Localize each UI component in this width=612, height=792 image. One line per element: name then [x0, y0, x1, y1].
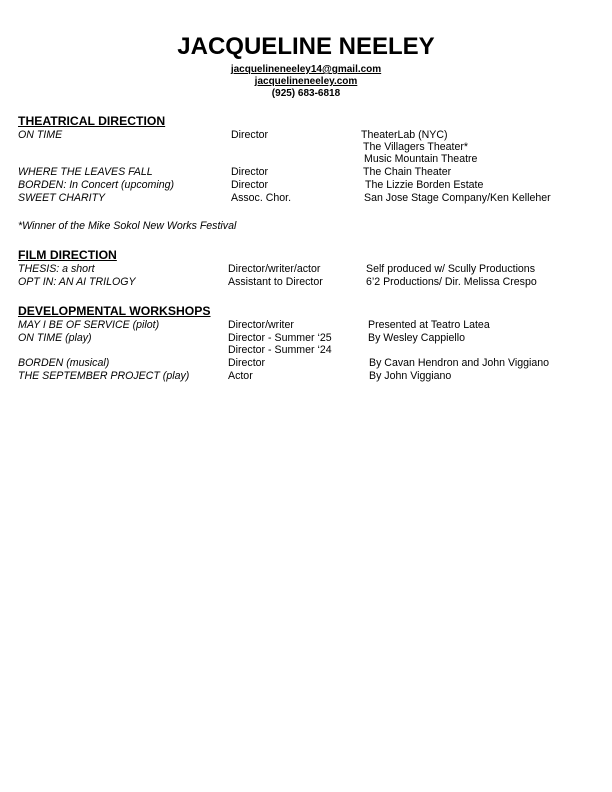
credit-venue: Music Mountain Theatre: [364, 153, 478, 165]
resume-name: JACQUELINE NEELEY: [177, 33, 435, 60]
credit-role: Director - Summer ‘25: [228, 332, 332, 344]
credit-role: Director/writer/actor: [228, 263, 321, 275]
credit-venue: The Lizzie Borden Estate: [365, 179, 484, 191]
credit-role: Director - Summer ‘24: [228, 344, 332, 356]
credit-title: WHERE THE LEAVES FALL: [18, 166, 153, 178]
credit-venue: TheaterLab (NYC): [361, 129, 448, 141]
credit-title: THESIS: a short: [18, 263, 95, 275]
credit-title: BORDEN: In Concert (upcoming): [18, 179, 175, 191]
credit-role: Director: [231, 179, 269, 191]
footnote: *Winner of the Mike Sokol New Works Festival: [18, 220, 237, 232]
credit-role: Director: [228, 357, 266, 369]
credit-venue: By Cavan Hendron and John Viggiano: [369, 357, 550, 369]
credit-role: Assoc. Chor.: [231, 192, 292, 204]
credit-title: BORDEN (musical): [18, 357, 110, 369]
credit-venue: The Chain Theater: [363, 166, 452, 178]
credit-title: ON TIME (play): [18, 332, 92, 344]
section-heading-film-direction: FILM DIRECTION: [18, 248, 117, 262]
credit-venue: By Wesley Cappiello: [368, 332, 465, 344]
credit-role: Actor: [228, 370, 253, 382]
section-heading-theatrical-direction: THEATRICAL DIRECTION: [18, 114, 166, 128]
website-link[interactable]: jacquelineneeley.com: [254, 76, 358, 87]
credit-title: MAY I BE OF SERVICE (pilot): [18, 319, 160, 331]
credit-title: THE SEPTEMBER PROJECT (play): [18, 370, 190, 382]
credit-venue: Self produced w/ Scully Productions: [366, 263, 535, 275]
credit-title: ON TIME: [18, 129, 63, 141]
credit-venue: San Jose Stage Company/Ken Kelleher: [364, 192, 551, 204]
credit-role: Director: [231, 129, 269, 141]
credit-venue: 6’2 Productions/ Dir. Melissa Crespo: [366, 276, 537, 288]
credit-title: SWEET CHARITY: [18, 192, 106, 204]
credit-role: Director/writer: [228, 319, 294, 331]
credit-role: Assistant to Director: [228, 276, 323, 288]
credit-venue: Presented at Teatro Latea: [368, 319, 490, 331]
section-heading-developmental-workshops: DEVELOPMENTAL WORKSHOPS: [18, 304, 211, 318]
credit-title: OPT IN: AN AI TRILOGY: [18, 276, 136, 288]
email-link[interactable]: jacquelineneeley14@gmail.com: [230, 64, 382, 75]
credit-venue: By John Viggiano: [369, 370, 452, 382]
phone-number: (925) 683-6818: [271, 88, 341, 99]
credit-role: Director: [231, 166, 269, 178]
credit-venue: The Villagers Theater*: [363, 141, 469, 153]
